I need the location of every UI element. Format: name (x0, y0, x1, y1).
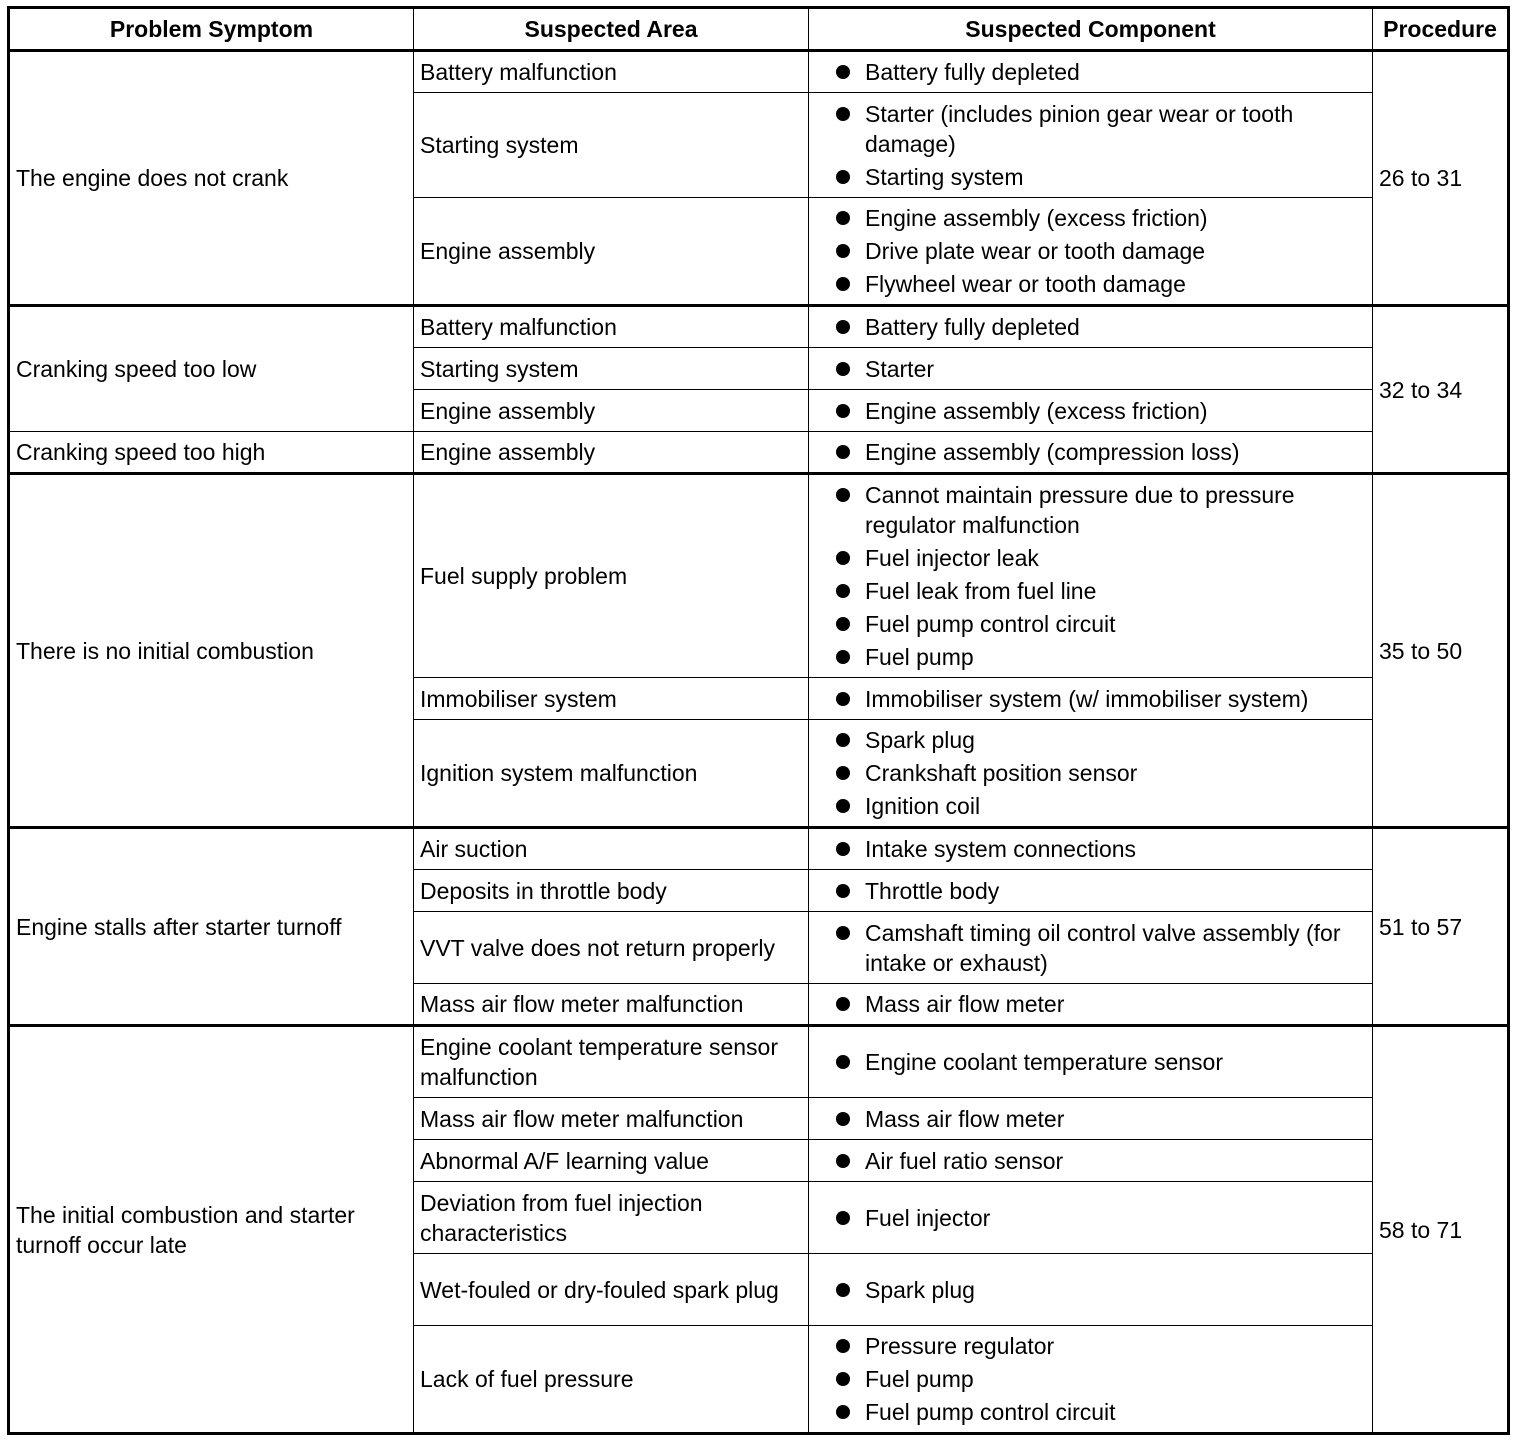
component-item: Throttle body (815, 876, 1366, 906)
component-cell (809, 348, 1373, 390)
bullet-icon (836, 884, 850, 898)
component-item: Drive plate wear or tooth damage (815, 236, 1366, 266)
bullet-icon (836, 404, 850, 418)
area-cell: Wet-fouled or dry-fouled spark plug (414, 1254, 809, 1326)
procedure-cell: 35 to 50 (1373, 474, 1509, 828)
component-item: Fuel pump control circuit (815, 609, 1366, 639)
symptom-cell: There is no initial combustion (9, 474, 414, 828)
bullet-icon (836, 617, 850, 631)
area-cell: Fuel supply problem (414, 474, 809, 678)
bullet-icon (836, 244, 850, 258)
component-cell (809, 51, 1373, 93)
table-row (9, 474, 1509, 678)
area-cell: Abnormal A/F learning value (414, 1140, 809, 1182)
bullet-icon (836, 1339, 850, 1353)
component-cell (809, 912, 1373, 984)
bullet-icon (836, 584, 850, 598)
component-item: Fuel pump control circuit (815, 1397, 1366, 1427)
bullet-icon (836, 1405, 850, 1419)
bullet-icon (836, 842, 850, 856)
component-item: Battery fully depleted (815, 312, 1366, 342)
bullet-icon (836, 1154, 850, 1168)
bullet-icon (836, 211, 850, 225)
component-item: Ignition coil (815, 791, 1366, 821)
component-item: Spark plug (815, 725, 1366, 755)
table-row (9, 306, 1509, 348)
component-item: Cannot maintain pressure due to pressure regulator malfunction (815, 480, 1366, 540)
bullet-icon (836, 997, 850, 1011)
bullet-icon (836, 650, 850, 664)
bullet-icon (836, 277, 850, 291)
component-item: Mass air flow meter (815, 989, 1366, 1019)
component-item: Fuel pump (815, 642, 1366, 672)
bullet-icon (836, 170, 850, 184)
component-item: Engine assembly (excess friction) (815, 396, 1366, 426)
component-item: Pressure regulator (815, 1331, 1366, 1361)
bullet-icon (836, 1283, 850, 1297)
procedure-cell: 26 to 31 (1373, 51, 1509, 306)
component-cell (809, 198, 1373, 306)
component-cell (809, 1254, 1373, 1326)
bullet-icon (836, 1372, 850, 1386)
procedure-cell: 32 to 34 (1373, 306, 1509, 474)
component-item: Immobiliser system (w/ immobiliser system) (815, 684, 1366, 714)
component-cell (809, 474, 1373, 678)
header-procedure: Procedure (1373, 8, 1509, 51)
table-row (9, 828, 1509, 870)
area-cell: Battery malfunction (414, 306, 809, 348)
bullet-icon (836, 926, 850, 940)
component-item: Engine coolant temperature sensor (815, 1047, 1366, 1077)
component-cell (809, 720, 1373, 828)
component-cell (809, 1140, 1373, 1182)
header-row (9, 8, 1509, 51)
table-row (9, 432, 1509, 474)
component-item: Fuel injector leak (815, 543, 1366, 573)
component-cell (809, 1026, 1373, 1098)
symptom-cell: Cranking speed too high (9, 432, 414, 474)
bullet-icon (836, 1112, 850, 1126)
area-cell: Air suction (414, 828, 809, 870)
area-cell: Engine assembly (414, 390, 809, 432)
component-cell (809, 828, 1373, 870)
area-cell: Starting system (414, 93, 809, 198)
symptom-cell: Engine stalls after starter turnoff (9, 828, 414, 1026)
area-cell: Engine coolant temperature sensor malfunction (414, 1026, 809, 1098)
component-cell (809, 1326, 1373, 1434)
component-cell (809, 678, 1373, 720)
component-cell (809, 1182, 1373, 1254)
component-item: Air fuel ratio sensor (815, 1146, 1366, 1176)
component-item: Starting system (815, 162, 1366, 192)
header-problem-symptom: Problem Symptom (9, 8, 414, 51)
bullet-icon (836, 692, 850, 706)
area-cell: Engine assembly (414, 198, 809, 306)
bullet-icon (836, 65, 850, 79)
component-cell (809, 390, 1373, 432)
area-cell: Lack of fuel pressure (414, 1326, 809, 1434)
area-cell: Starting system (414, 348, 809, 390)
area-cell: Deposits in throttle body (414, 870, 809, 912)
area-cell: Engine assembly (414, 432, 809, 474)
header-suspected-area: Suspected Area (414, 8, 809, 51)
procedure-cell: 58 to 71 (1373, 1026, 1509, 1434)
component-item: Crankshaft position sensor (815, 758, 1366, 788)
bullet-icon (836, 488, 850, 502)
bullet-icon (836, 799, 850, 813)
bullet-icon (836, 551, 850, 565)
component-cell (809, 1098, 1373, 1140)
component-item: Starter (815, 354, 1366, 384)
component-item: Camshaft timing oil control valve assembly (for intake or exhaust) (815, 918, 1366, 978)
component-item: Mass air flow meter (815, 1104, 1366, 1134)
component-item: Flywheel wear or tooth damage (815, 269, 1366, 299)
component-cell (809, 870, 1373, 912)
bullet-icon (836, 107, 850, 121)
component-item: Intake system connections (815, 834, 1366, 864)
component-item: Battery fully depleted (815, 57, 1366, 87)
component-cell (809, 93, 1373, 198)
area-cell: Mass air flow meter malfunction (414, 1098, 809, 1140)
bullet-icon (836, 320, 850, 334)
symptom-cell: The engine does not crank (9, 51, 414, 306)
component-cell (809, 432, 1373, 474)
table-row (9, 51, 1509, 93)
procedure-cell: 51 to 57 (1373, 828, 1509, 1026)
component-item: Engine assembly (excess friction) (815, 203, 1366, 233)
area-cell: Battery malfunction (414, 51, 809, 93)
component-item: Fuel injector (815, 1203, 1366, 1233)
area-cell: VVT valve does not return properly (414, 912, 809, 984)
area-cell: Deviation from fuel injection characteristics (414, 1182, 809, 1254)
bullet-icon (836, 362, 850, 376)
area-cell: Mass air flow meter malfunction (414, 984, 809, 1026)
component-item: Fuel pump (815, 1364, 1366, 1394)
symptom-cell: Cranking speed too low (9, 306, 414, 432)
bullet-icon (836, 1055, 850, 1069)
bullet-icon (836, 733, 850, 747)
component-cell (809, 306, 1373, 348)
area-cell: Ignition system malfunction (414, 720, 809, 828)
header-suspected-component: Suspected Component (809, 8, 1373, 51)
component-cell (809, 984, 1373, 1026)
area-cell: Immobiliser system (414, 678, 809, 720)
bullet-icon (836, 1211, 850, 1225)
component-item: Engine assembly (compression loss) (815, 437, 1366, 467)
symptom-cell: The initial combustion and starter turnoff occur late (9, 1026, 414, 1434)
bullet-icon (836, 445, 850, 459)
component-item: Fuel leak from fuel line (815, 576, 1366, 606)
component-item: Spark plug (815, 1275, 1366, 1305)
troubleshooting-table (7, 6, 1510, 1435)
bullet-icon (836, 766, 850, 780)
table-row (9, 1026, 1509, 1098)
component-item: Starter (includes pinion gear wear or tooth damage) (815, 99, 1366, 159)
